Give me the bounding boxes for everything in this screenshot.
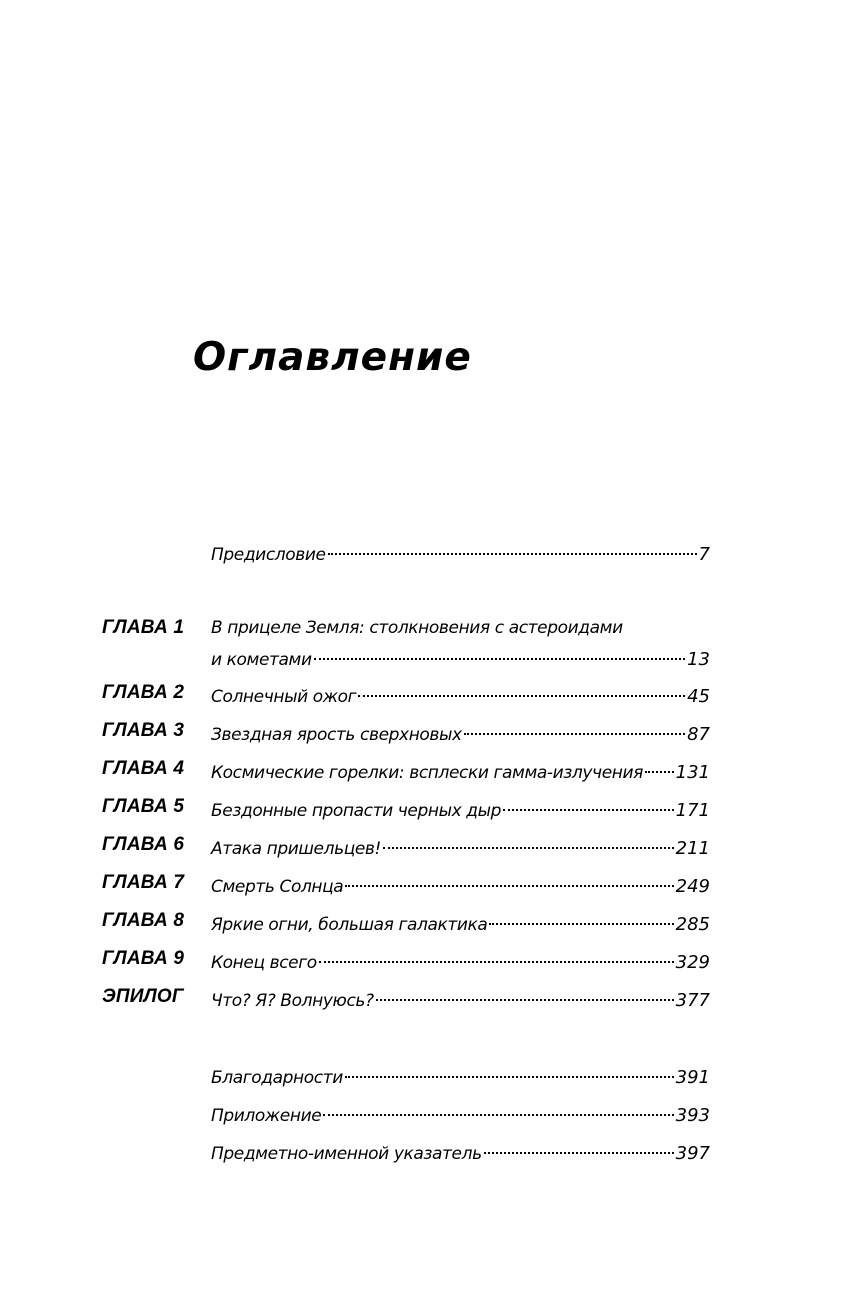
dot-leader (484, 1132, 674, 1154)
toc-line (211, 832, 710, 862)
entry-title: Предметно-именной указатель (211, 1144, 482, 1164)
chapter-label: ЭПИЛОГ (102, 986, 184, 1007)
page-number: 285 (675, 914, 710, 935)
toc-entry-chapter-1[interactable] (0, 615, 863, 671)
chapter-label: ГЛАВА 6 (102, 834, 185, 855)
chapter-label: ГЛАВА 5 (102, 796, 185, 817)
dot-leader (645, 751, 674, 773)
chapter-label: ГЛАВА 9 (102, 948, 185, 969)
chapter-label: ГЛАВА 7 (102, 872, 185, 893)
entry-title: Солнечный ожог (211, 687, 357, 707)
toc-line (211, 1061, 710, 1091)
page-number: 211 (675, 838, 710, 859)
page-number: 45 (687, 686, 710, 707)
entry-title: Приложение (211, 1106, 322, 1126)
entry-title: Предисловие (211, 545, 326, 565)
toc-entry-chapter-8[interactable] (0, 908, 863, 938)
chapter-label: ГЛАВА 2 (102, 682, 185, 703)
toc-line (211, 908, 710, 938)
dot-leader (358, 675, 685, 697)
dot-leader (464, 713, 685, 735)
page-number: 249 (675, 876, 710, 897)
toc-line (211, 870, 710, 900)
toc-line (211, 1099, 710, 1129)
toc-entry-chapter-3[interactable] (0, 718, 863, 748)
page-number: 391 (675, 1067, 710, 1088)
dot-leader (328, 533, 697, 555)
toc-entry-chapter-6[interactable] (0, 832, 863, 862)
page-number: 393 (675, 1105, 710, 1126)
page-number: 7 (698, 544, 710, 565)
page-title: Оглавление (193, 335, 472, 380)
chapter-label: ГЛАВА 1 (102, 617, 185, 638)
dot-leader (489, 903, 673, 925)
entry-title: Бездонные пропасти черных дыр (211, 801, 502, 821)
entry-title-line-2: и кометами (211, 650, 312, 670)
toc-entry-chapter-5[interactable] (0, 794, 863, 824)
toc-entry-chapter-2[interactable] (0, 680, 863, 710)
toc-entry-chapter-7[interactable] (0, 870, 863, 900)
dot-leader (345, 1056, 674, 1078)
toc-line (211, 984, 710, 1014)
entry-title: Смерть Солнца (211, 877, 344, 897)
entry-title: Космические горелки: всплески гамма-излучения (211, 763, 643, 783)
dot-leader (314, 638, 685, 660)
toc-line (211, 946, 710, 976)
dot-leader (503, 789, 674, 811)
page-number: 377 (675, 990, 710, 1011)
toc-line (211, 756, 710, 786)
page-number: 329 (675, 952, 710, 973)
toc-entry-chapter-9[interactable] (0, 946, 863, 976)
toc-line (211, 643, 710, 673)
entry-title: Яркие огни, большая галактика (211, 915, 488, 935)
page-number: 87 (687, 724, 710, 745)
dot-leader (323, 1094, 673, 1116)
toc-line (211, 680, 710, 710)
page-number: 171 (675, 800, 710, 821)
toc-entry-chapter-4[interactable] (0, 756, 863, 786)
chapter-label: ГЛАВА 4 (102, 758, 185, 779)
toc-entry-index[interactable] (0, 1137, 863, 1167)
dot-leader (383, 827, 674, 849)
toc-line (211, 1137, 710, 1167)
entry-title: Звездная ярость сверхновых (211, 725, 462, 745)
chapter-label: ГЛАВА 8 (102, 910, 185, 931)
toc-entry-preface[interactable] (0, 538, 863, 568)
page-number: 131 (675, 762, 710, 783)
entry-title: Атака пришельцев! (211, 839, 381, 859)
page-number: 13 (687, 649, 710, 670)
page-number: 397 (675, 1143, 710, 1164)
toc-line (211, 718, 710, 748)
dot-leader (319, 941, 674, 963)
dot-leader (376, 979, 674, 1001)
toc-line (211, 794, 710, 824)
entry-title: Что? Я? Волнуюсь? (211, 991, 374, 1011)
toc-line (211, 538, 710, 568)
toc-entry-appendix[interactable] (0, 1099, 863, 1129)
toc-entry-epilogue[interactable] (0, 984, 863, 1014)
dot-leader (345, 865, 673, 887)
entry-title: Благодарности (211, 1068, 343, 1088)
toc-entry-acknowledgements[interactable] (0, 1061, 863, 1091)
chapter-label: ГЛАВА 3 (102, 720, 185, 741)
entry-title-line-1: В прицеле Земля: столкновения с астероидами (211, 618, 623, 638)
entry-title: Конец всего (211, 953, 317, 973)
